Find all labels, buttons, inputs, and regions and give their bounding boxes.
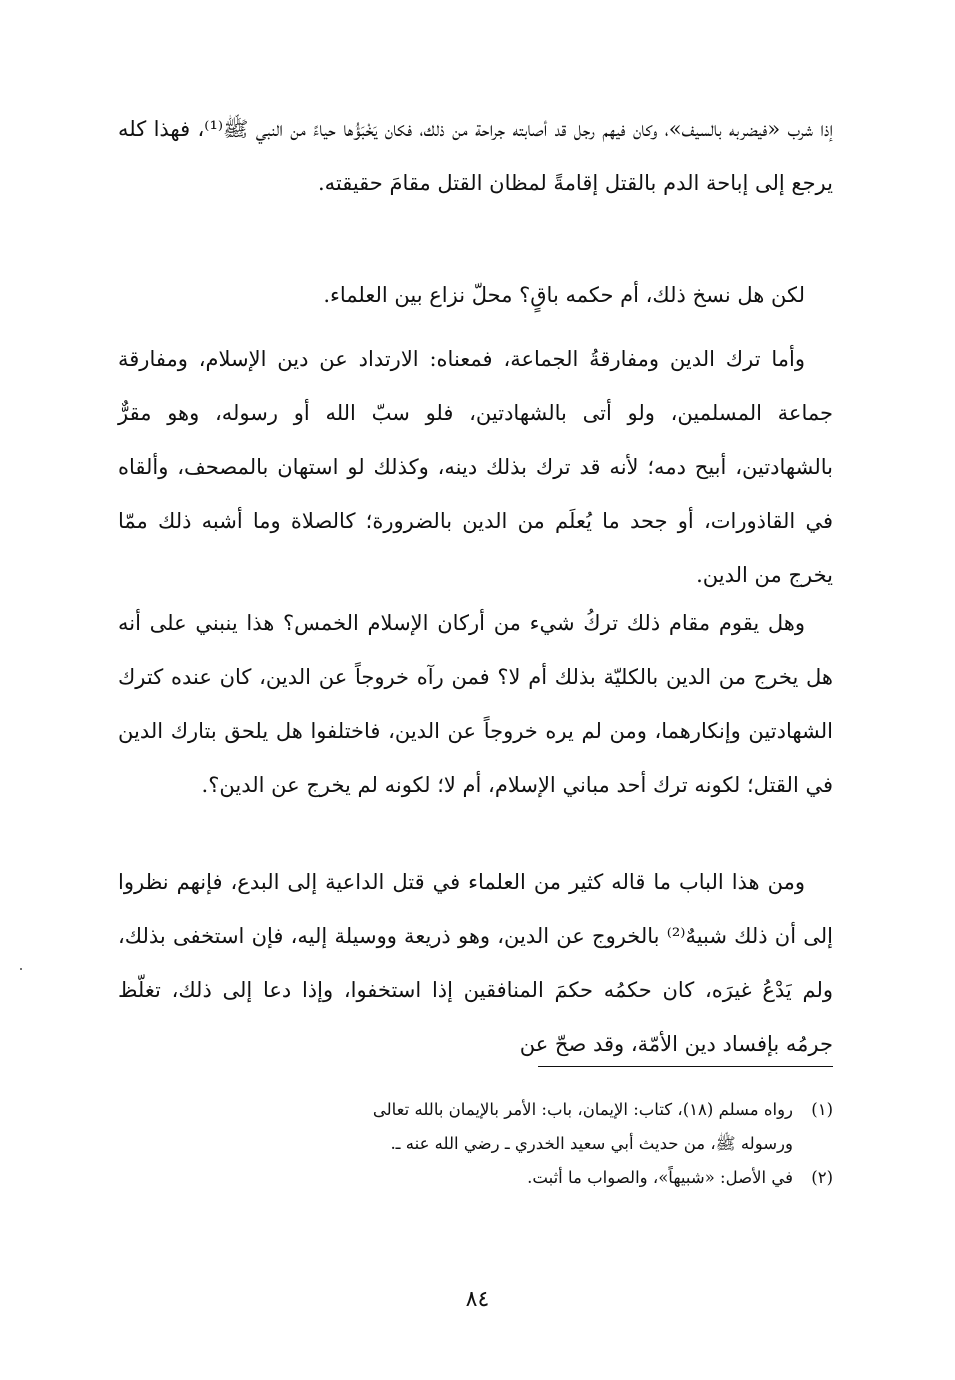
page-number: ٨٤ — [465, 1287, 490, 1312]
footnote-1-continuation — [118, 1127, 833, 1161]
paragraph-2: لكن هل نسخ ذلك، أم حكمه باقٍ؟ محلّ نزاع بين العلماء. — [323, 283, 805, 307]
footnote-1-line-2: ورسوله ﷺ، من حديث أبي سعيد الخدري ـ رضي الله عنه ـ. — [390, 1134, 793, 1153]
footnote-separator — [538, 1066, 833, 1067]
footnote-2 — [118, 1161, 833, 1195]
main-text-block-4 — [118, 596, 833, 812]
main-text-block-5 — [118, 855, 833, 1071]
footnote-2-number: (٢) — [811, 1168, 833, 1187]
paragraph-3: وأما ترك الدين ومفارقةُ الجماعة، فمعناه: الارتداد عن دين الإسلام، ومفارقة جماعة المسلمين، ولو أتى بالشهادتين، فلو سبّ الله أو رسوله، وهو مقرٌّ بالشهادتين، أبيح دمه؛ لأنه قد ترك بذلك دينه، وكذلك لو استهان بالمصحف، وألقاه في القاذورات، أو جحد ما يُعلَم من الدين بالضرورة؛ كالصلاة وما أشبه ذلك ممّا يخرج من الدين. — [118, 347, 833, 587]
paragraph-1: إذا شرب «فيضربه بالسيف»، وكان فيهم رجل قد أصابته جراحة من ذلك، فكان يَخْبَؤُها حياءً من النبي ﷺ⁽¹⁾، فهذا كله يرجع إلى إباحة الدم بالقتل إقامةً لمظان القتل مقامَ حقيقته. — [118, 117, 833, 195]
scan-speck — [20, 968, 22, 970]
paragraph-4: وهل يقوم مقام ذلك تركُ شيء من أركان الإسلام الخمس؟ هذا ينبني على أنه هل يخرج من الدين بالكليّة بذلك أم لا؟ فمن رآه خروجاً عن الدين، كان عنده كترك الشهادتين وإنكارهما، ومن لم يره خروجاً عن الدين، فاختلفوا هل يلحق بتارك الدين في القتل؛ لكونه ترك أحد مباني الإسلام، أم لا؛ لكونه لم يخرج عن الدين؟. — [118, 611, 833, 797]
main-text-block-3 — [118, 332, 833, 602]
footnote-2-line-1: في الأصل: «شبيهاً»، والصواب ما أثبت. — [527, 1168, 793, 1187]
main-text-block-1 — [118, 102, 833, 210]
footnotes — [118, 1093, 833, 1195]
footnote-1 — [118, 1093, 833, 1127]
footnote-1-line-1: رواه مسلم (١٨)، كتاب: الإيمان، باب: الأمر بالإيمان بالله تعالى — [372, 1100, 793, 1119]
footnote-1-number: (١) — [811, 1100, 833, 1119]
paragraph-5: ومن هذا الباب ما قاله كثير من العلماء في قتل الداعية إلى البدع، فإنهم نظروا إلى أن ذلك شبيهٌ⁽²⁾ بالخروج عن الدين، وهو ذريعة ووسيلة إليه، فإن استخفى بذلك، ولم يَدْعُ غيرَه، كان حكمُه حكمَ المنافقين إذا استخفوا، وإذا دعا إلى ذلك، تغلّظ جرمُه بإفساد دين الأمّة، وقد صحّ عن — [118, 870, 833, 1056]
main-text-block-2 — [118, 268, 833, 322]
